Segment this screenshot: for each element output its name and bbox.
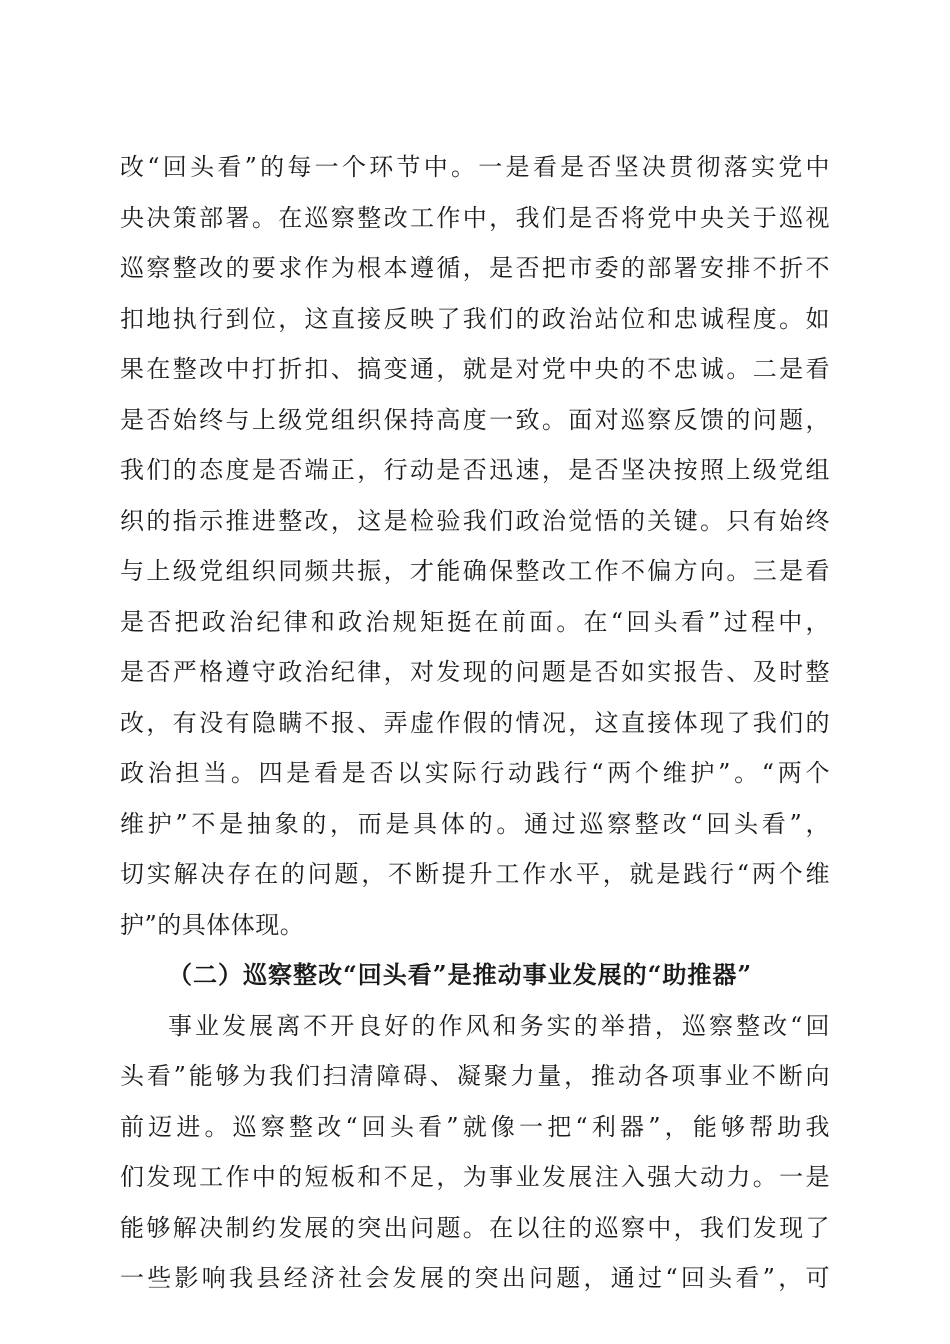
body-line: 巡察整改的要求作为根本遵循，是否把市委的部署安排不折不 [120, 254, 830, 282]
body-line: 维护”不是抽象的，而是具体的。通过巡察整改“回头看”， [120, 809, 830, 838]
body-line: 果在整改中打折扣、搞变通，就是对党中央的不忠诚。二是看 [120, 355, 830, 383]
body-line: 是否严格遵守政治纪律，对发现的问题是否如实报告、及时整 [120, 658, 830, 686]
body-line: 织的指示推进整改，这是检验我们政治觉悟的关键。只有始终 [120, 506, 830, 535]
body-line: 们发现工作中的短板和不足，为事业发展注入强大动力。一是 [120, 1163, 830, 1191]
document-body [120, 142, 830, 1304]
body-line: 是否始终与上级党组织保持高度一致。面对巡察反馈的问题， [120, 405, 830, 434]
body-line: 头看”能够为我们扫清障碍、凝聚力量，推动各项事业不断向 [120, 1062, 830, 1090]
body-line: 前迈进。巡察整改“回头看”就像一把“利器”，能够帮助我 [120, 1112, 830, 1141]
body-line: 与上级党组织同频共振，才能确保整改工作不偏方向。三是看 [120, 557, 830, 585]
section-heading: （二）巡察整改“回头看”是推动事业发展的“助推器” [168, 960, 753, 989]
body-line: 一些影响我县经济社会发展的突出问题，通过“回头看”，可 [120, 1264, 830, 1292]
body-line: 能够解决制约发展的突出问题。在以往的巡察中，我们发现了 [120, 1213, 830, 1242]
body-line: 央决策部署。在巡察整改工作中，我们是否将党中央关于巡视 [120, 203, 830, 232]
body-line: 护”的具体体现。 [120, 910, 305, 939]
body-line: 改，有没有隐瞒不报、弄虚作假的情况，这直接体现了我们的 [120, 708, 830, 737]
body-line: 切实解决存在的问题，不断提升工作水平，就是践行“两个维 [120, 860, 830, 888]
body-line: 是否把政治纪律和政治规矩挺在前面。在“回头看”过程中， [120, 607, 830, 636]
body-line: 事业发展离不开良好的作风和务实的举措，巡察整改“回 [168, 1011, 830, 1040]
body-line: 政治担当。四是看是否以实际行动践行“两个维护”。“两个 [120, 759, 830, 787]
body-line: 我们的态度是否端正，行动是否迅速，是否坚决按照上级党组 [120, 456, 830, 484]
body-line: 扣地执行到位，这直接反映了我们的政治站位和忠诚程度。如 [120, 304, 830, 333]
body-line: 改“回头看”的每一个环节中。一是看是否坚决贯彻落实党中 [120, 153, 830, 181]
